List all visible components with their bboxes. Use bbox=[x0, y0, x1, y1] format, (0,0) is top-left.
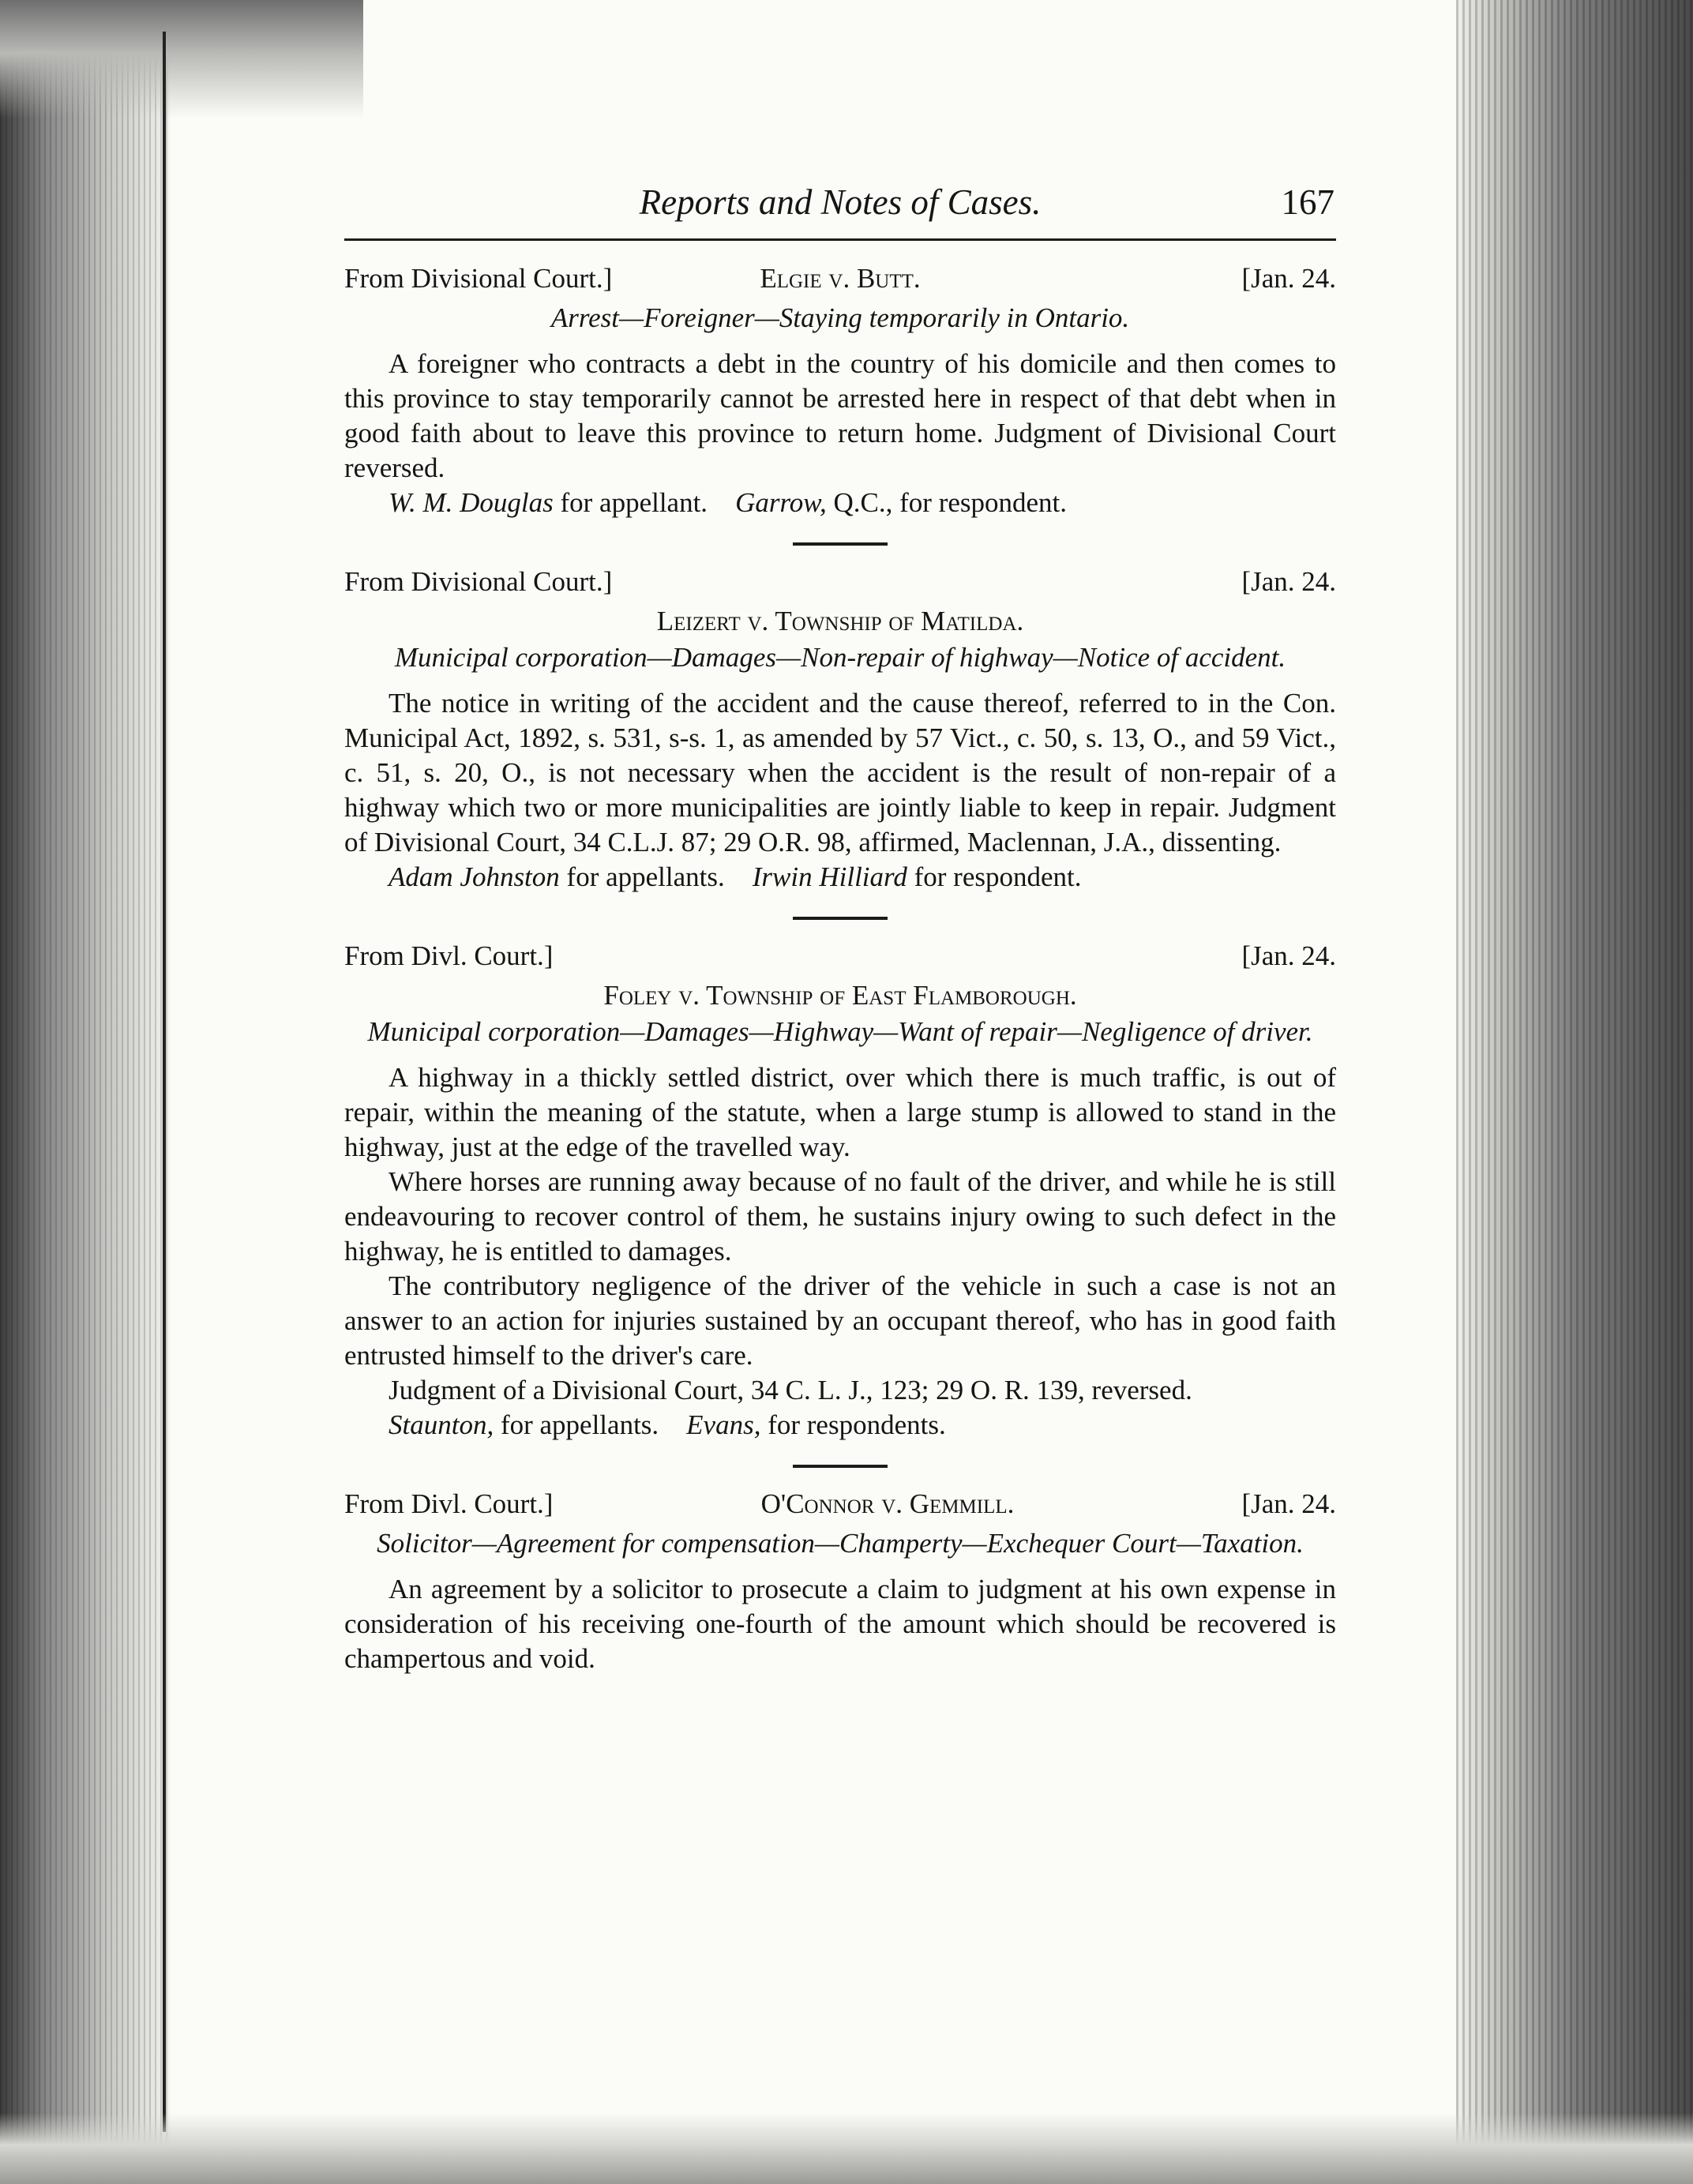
respondent-counsel: Garrow, bbox=[735, 487, 827, 518]
court-origin: From Divl. Court.] bbox=[344, 940, 554, 971]
case-date: [Jan. 24. bbox=[1241, 263, 1336, 294]
case-elgie-v-butt bbox=[344, 263, 1336, 520]
scan-bottom-margin bbox=[0, 2113, 1693, 2184]
case-oconnor-v-gemmill bbox=[344, 1488, 1336, 1676]
case-names: Elgie v. Butt. bbox=[760, 263, 921, 294]
case-headnote: Arrest—Foreigner—Staying temporarily in Ontario. bbox=[550, 302, 1130, 333]
case-heading-line bbox=[344, 940, 1336, 978]
running-head bbox=[344, 178, 1336, 234]
page-number: 167 bbox=[1281, 182, 1335, 222]
case-paragraph: A highway in a thickly settled district, over which there is much traffic, is out of repair, within the meaning of the statute, when a large stump is allowed to stand in the highway, just at the edge of the travelled way. bbox=[344, 1062, 1336, 1162]
counsel-line bbox=[344, 860, 1336, 895]
case-heading-line bbox=[344, 566, 1336, 604]
scan-right-margin bbox=[1456, 0, 1693, 2184]
case-paragraph: The contributory negligence of the driver of the vehicle in such a case is not an answer to an action for injuries sustained by an occupant thereof, who has in good faith entrusted himself to the driver's care. bbox=[344, 1270, 1336, 1371]
case-paragraph: Judgment of a Divisional Court, 34 C. L. J., 123; 29 O. R. 139, reversed. bbox=[389, 1375, 1192, 1405]
case-date: [Jan. 24. bbox=[1241, 940, 1336, 971]
respondent-role: Q.C., for respondent. bbox=[833, 487, 1068, 518]
appellant-counsel: Adam Johnston bbox=[389, 861, 560, 892]
case-separator bbox=[793, 1465, 888, 1468]
case-date: [Jan. 24. bbox=[1241, 566, 1336, 597]
counsel-line bbox=[344, 486, 1336, 520]
case-separator bbox=[793, 542, 888, 546]
case-paragraph: A foreigner who contracts a debt in the country of his domicile and then comes to this province to stay temporarily cannot be arrested here in respect of that debt when in good faith about to leave this province to return home. Judgment of Divisional Court reversed. bbox=[344, 348, 1336, 483]
case-heading-line bbox=[344, 263, 1336, 301]
appellant-role: for appellants. bbox=[500, 1409, 659, 1440]
appellant-counsel: W. M. Douglas bbox=[389, 487, 554, 518]
header-rule bbox=[344, 238, 1336, 241]
counsel-line bbox=[344, 1408, 1336, 1443]
scan-top-left-shadow bbox=[0, 0, 363, 118]
case-foley-v-east-flamborough bbox=[344, 940, 1336, 1443]
respondent-role: for respondent. bbox=[914, 861, 1082, 892]
court-origin: From Divisional Court.] bbox=[344, 566, 613, 597]
appellant-role: for appellants. bbox=[566, 861, 725, 892]
scan-left-margin bbox=[0, 0, 170, 2184]
case-names: Leizert v. Township of Matilda. bbox=[656, 606, 1024, 636]
case-date: [Jan. 24. bbox=[1241, 1488, 1336, 1519]
book-spine-edge bbox=[163, 32, 166, 2132]
case-paragraph: The notice in writing of the accident and the cause thereof, referred to in the Con. Municipal Act, 1892, s. 531, s-s. 1, as amended by 57 Vict., c. 50, s. 13, O., and 59 Vict., c. 51, s. 20, O., is not necessary when the accident is the result of non-repair of a highway which two or more municipalities are jointly liable to keep in repair. Judgment of Divisional Court, 34 C.L.J. 87; 29 O.R. 98, affirmed, Maclennan, J.A., dissenting. bbox=[344, 688, 1336, 857]
court-origin: From Divisional Court.] bbox=[344, 263, 613, 294]
court-origin: From Divl. Court.] bbox=[344, 1488, 554, 1519]
case-separator bbox=[793, 917, 888, 920]
running-head-title: Reports and Notes of Cases. bbox=[639, 182, 1042, 222]
appellant-counsel: Staunton, bbox=[389, 1409, 494, 1440]
case-names: Foley v. Township of East Flamborough. bbox=[603, 980, 1077, 1011]
case-paragraph: Where horses are running away because of no fault of the driver, and while he is still endeavouring to recover control of them, he sustains injury owing to such defect in the highway, he is entitled to damages. bbox=[344, 1166, 1336, 1266]
case-headnote: Solicitor—Agreement for compensation—Champerty—Exchequer Court—Taxation. bbox=[377, 1528, 1304, 1559]
case-names: O'Connor v. Gemmill. bbox=[760, 1488, 1015, 1519]
book-page bbox=[344, 178, 1336, 1676]
appellant-role: for appellant. bbox=[560, 487, 708, 518]
case-headnote: Municipal corporation—Damages—Highway—Want of repair—Negligence of driver. bbox=[367, 1016, 1313, 1047]
respondent-counsel: Evans, bbox=[686, 1409, 761, 1440]
respondent-role: for respondents. bbox=[768, 1409, 946, 1440]
case-headnote: Municipal corporation—Damages—Non-repair of highway—Notice of accident. bbox=[394, 642, 1286, 673]
case-leizert-v-matilda bbox=[344, 566, 1336, 895]
case-paragraph: An agreement by a solicitor to prosecute a claim to judgment at his own expense in consideration of his receiving one-fourth of the amount which should be recovered is champertous and void. bbox=[344, 1574, 1336, 1674]
case-heading-line bbox=[344, 1488, 1336, 1526]
respondent-counsel: Irwin Hilliard bbox=[752, 861, 907, 892]
